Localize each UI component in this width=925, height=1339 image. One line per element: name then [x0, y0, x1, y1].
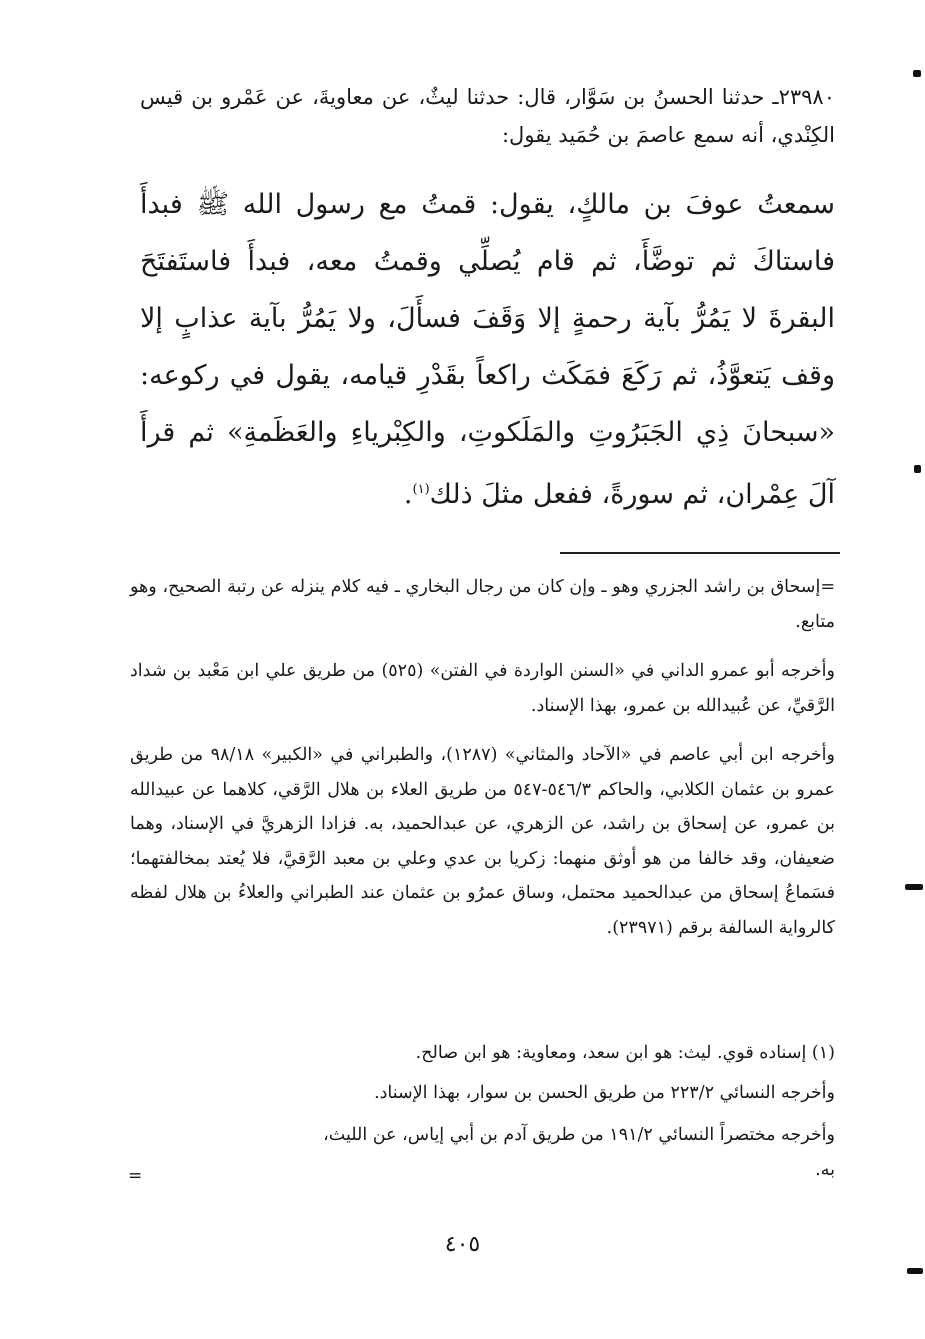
matn-end-mark: . — [403, 479, 413, 510]
scan-edge-mark — [907, 1268, 923, 1274]
footnote-paragraph: (١) إسناده قوي. ليث: هو ابن سعد، ومعاوية: هو ابن صالح. — [415, 1043, 835, 1063]
footnote-paragraph: وأخرجه ابن أبي عاصم في «الآحاد والمثاني» (١٢٨٧)، والطبراني في «الكبير» ٩٨/١٨ من طريق عمرو بن عثمان الكلابي، والحاكم ٥٤٦/٣-٥٤٧ من طريق العلاء بن هلال الرَّقي، كلاهما عن عبيدالله بن عمرو، عن إسحاق بن راشد، عن الزهري، عن عبدالحميد، به. فزادا الزهريَّ في الإسناد، وهما ضعيفان، وقد خالفا من هو أوثق منهما: زكريا بن عدي وعلي بن معبد الرَّقيَّ، فلا يُعتد بمخالفتهما؛ فسَماعُ إسحاق من عبدالحميد محتمل، وساق عمرُو بن عثمان عند الطبراني والعلاءُ بن هلال لفظه كالرواية السالفة برقم (٢٣٩٧١). — [130, 745, 835, 938]
footnote-separator — [560, 552, 840, 554]
scan-edge-mark — [913, 70, 921, 77]
hadith-matn — [140, 176, 835, 523]
hadith-isnad — [140, 78, 835, 154]
footnote-paragraph — [130, 1118, 835, 1187]
continuation-mark: = — [128, 1166, 143, 1186]
footnote-text: وأخرجه مختصراً النسائي ١٩١/٢ من طريق آدم بن أبي إياس، عن الليث، — [323, 1125, 835, 1145]
page-number: ٤٠٥ — [444, 1232, 481, 1257]
footnote-tail: به. — [815, 1159, 835, 1180]
footnote-reference[interactable]: (١) — [412, 482, 430, 497]
footnote-paragraph: =إسحاق بن راشد الجزري وهو ـ وإن كان من رجال البخاري ـ فيه كلام ينزله عن رتبة الصحيح، وهو متابع. — [130, 577, 835, 632]
hadith-isnad-text: ٢٣٩٨٠ـ حدثنا الحسنُ بن سَوَّار، قال: حدثنا ليثٌ، عن معاويةَ، عن عَمْرو بن قيس الكِنْدي، أنه سمع عاصمَ بن حُمَيد يقول: — [140, 85, 835, 147]
scan-edge-mark — [914, 465, 921, 473]
scan-edge-mark — [905, 884, 923, 890]
hadith-matn-text: سمعتُ عوفَ بن مالكٍ، يقول: قمتُ مع رسول الله ﷺ فبدأَ فاستاكَ ثم توضَّأَ، ثم قام يُصلِّي وقمتُ معه، فبدأَ فاستَفتَحَ البقرةَ لا يَمُرُّ بآية رحمةٍ إلا وَقَفَ فسأَلَ، ولا يَمُرُّ بآية عذابٍ إلا وقف يَتعوَّذُ، ثم رَكَعَ فمَكَث راكعاً بقَدْرِ قيامه، يقول في ركوعه: «سبحانَ ذِي الجَبَرُوتِ والمَلَكوتِ، والكِبْرياءِ والعَظَمةِ» ثم قرأَ آلَ عِمْران، ثم سورةً، ففعل مثلَ ذلك — [140, 189, 835, 510]
footnote-paragraph: وأخرجه النسائي ٢٢٣/٢ من طريق الحسن بن سوار، بهذا الإسناد. — [374, 1083, 835, 1103]
footnote-paragraph: وأخرجه أبو عمرو الداني في «السنن الواردة في الفتن» (٥٢٥) من طريق علي ابن مَعْبد بن شداد الرَّقيِّ، عن عُبيدالله بن عمرو، بهذا الإسناد. — [130, 661, 835, 716]
